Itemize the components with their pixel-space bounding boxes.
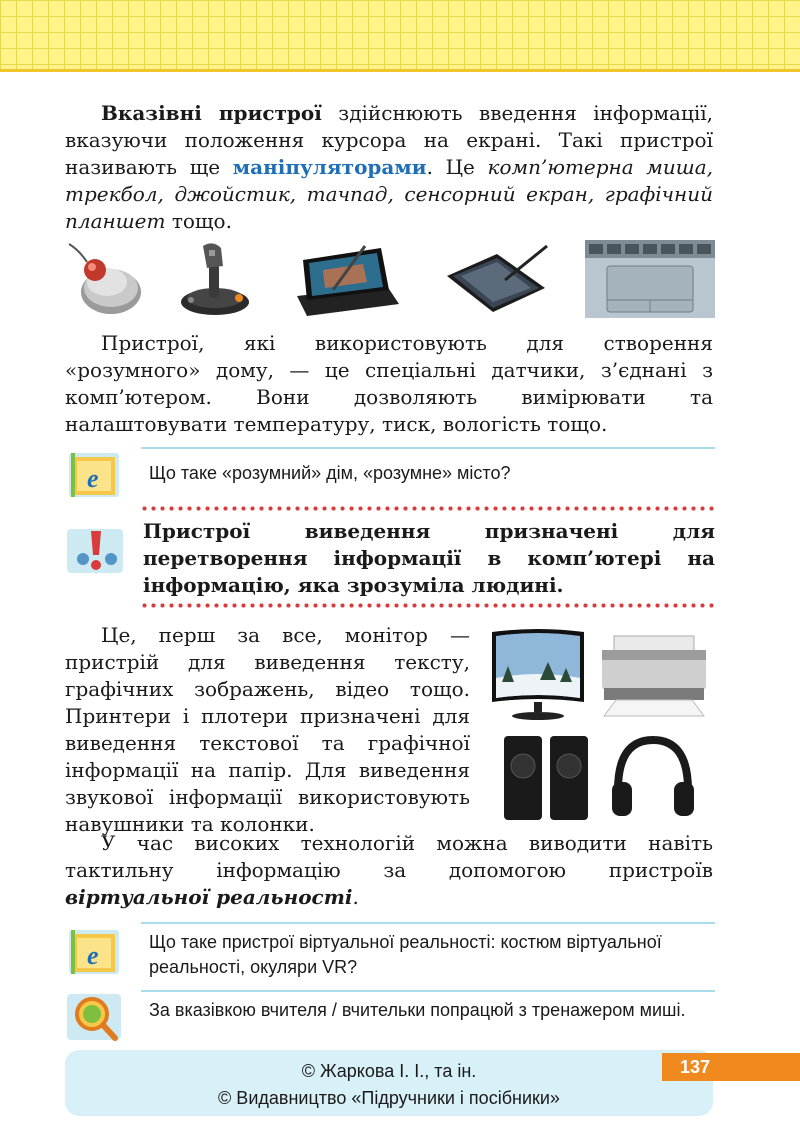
speakers-image [498, 732, 598, 824]
text: тощо. [165, 209, 232, 233]
text: здійснюють введення інформації, вказуючи положення курсора на екрані. Такі пристрої називають ще [65, 101, 713, 179]
copyright-line-2: © Видавництво «Підручники і посібники» [218, 1088, 560, 1108]
term-manipulators: маніпуляторами [232, 155, 427, 179]
internet-book-icon [65, 926, 123, 976]
paragraph-text: Це, перш за все, монітор — пристрій для виведення тексту, графічних зображень, відео тощо. Принтери і плотери призначені для виведення текстової та графічної інформації на папір. Для виведення звукової інформації використовують навушники та колонки. [65, 623, 470, 836]
text: . Це [426, 155, 488, 179]
task-note [65, 990, 715, 1048]
paragraph-smart-home [65, 330, 713, 438]
svg-text:e: e [87, 941, 99, 970]
term-virtual-reality: віртуальної реальності [65, 885, 353, 909]
pointing-devices-images [65, 240, 715, 318]
note-line [141, 990, 715, 992]
touchpad-image [585, 240, 715, 318]
question-text: Що таке пристрої віртуальної реальності: костюм віртуальної реальності, окуляри VR? [149, 932, 662, 977]
exclamation-icon [65, 525, 125, 575]
magnifier-icon [65, 992, 123, 1042]
paragraph-output-devices [65, 622, 470, 838]
paragraph-virtual-reality [65, 830, 713, 911]
monitor-image [488, 626, 588, 722]
graphic-tablet-image [293, 240, 403, 318]
note-line [141, 922, 715, 924]
device-examples: комп’ютерна миша, трекбол, джойстик, тачпад, сенсорний екран, графічний планшет [65, 155, 713, 233]
header-grid-band [0, 0, 800, 72]
headphones-image [608, 734, 698, 822]
internet-book-icon [65, 449, 123, 499]
joystick-image [173, 240, 253, 318]
svg-text:e: e [87, 464, 99, 493]
printer-image [594, 630, 714, 720]
page-number: 137 [662, 1053, 800, 1081]
question-note-1 [65, 447, 715, 501]
text: . [352, 885, 359, 909]
note-line [141, 447, 715, 449]
important-statement: Пристрої виведення призначені для перетворення інформації в комп’ютері на інформацію, яка зрозуміла людині. [143, 519, 715, 597]
copyright-footer [65, 1050, 713, 1116]
copyright-line-1: © Жаркова І. І., та ін. [301, 1061, 477, 1081]
text: У час високих технологій можна виводити навіть тактильну інформацію за допомогою пристроїв [65, 831, 713, 882]
touchscreen-tablet-image [441, 240, 551, 318]
paragraph-pointing-devices [65, 100, 713, 235]
question-text: Що таке «розумний» дім, «розумне» місто? [149, 463, 511, 483]
trackball-image [65, 240, 145, 318]
dotted-divider-bottom [140, 603, 715, 608]
task-text: За вказівкою вчителя / вчительки попрацюй з тренажером миші. [149, 1000, 686, 1020]
question-note-2 [65, 922, 715, 984]
dotted-divider-top [140, 506, 715, 511]
paragraph-text: Пристрої, які використовують для створення «розумного» дому, — це спеціальні датчики, з’єднані з комп’ютером. Вони дозволяють вимірювати та налаштовувати температуру, тиск, вологість тощо. [65, 331, 713, 436]
term-pointing-devices: Вказівні пристрої [101, 101, 322, 125]
